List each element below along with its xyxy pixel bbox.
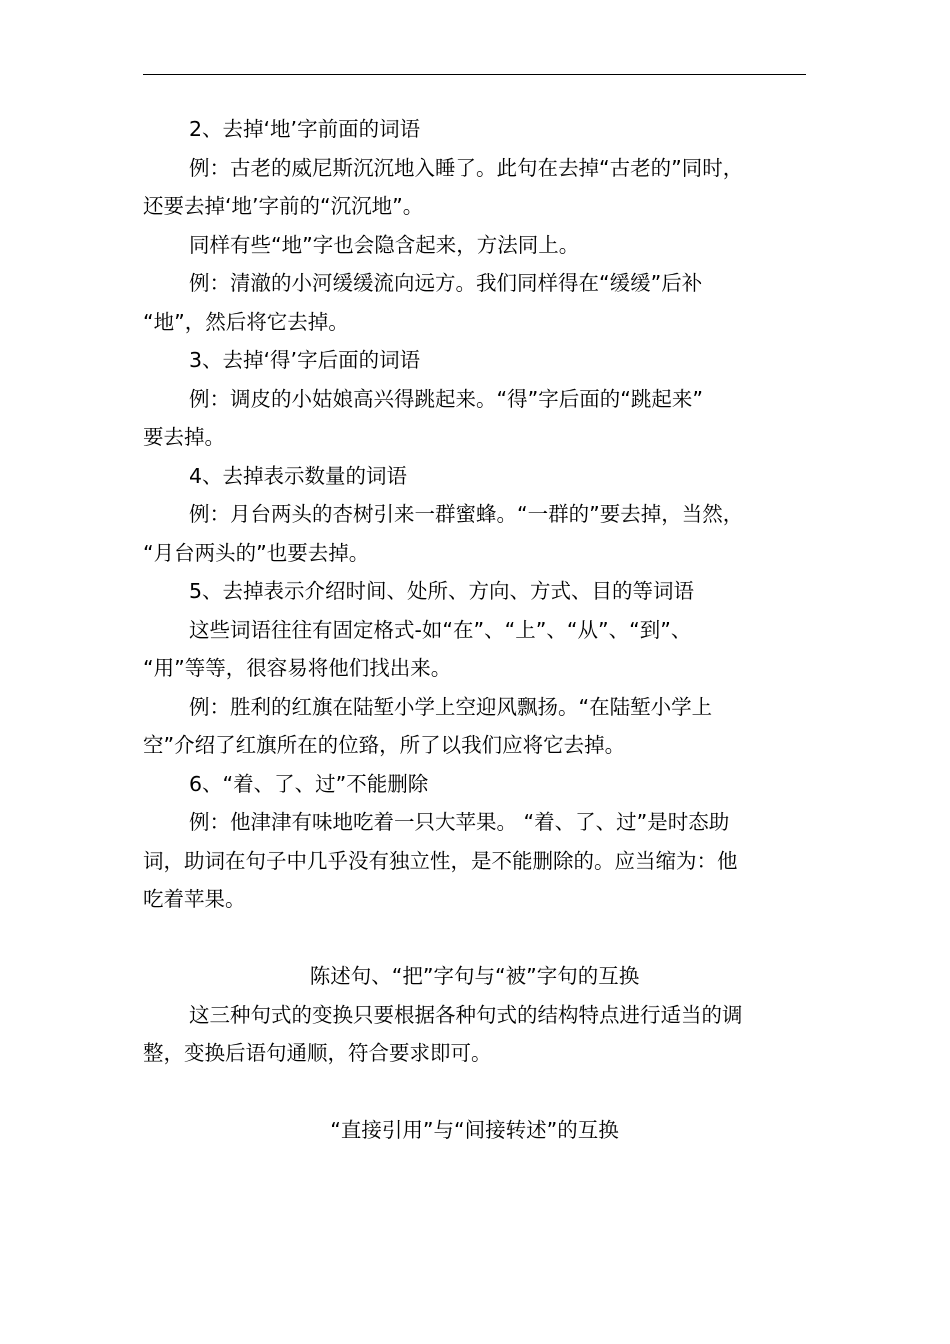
paragraph-line: 例：他津津有味地吃着一只大苹果。 “着、了、过”是时态助 (189, 810, 730, 834)
blank-line (143, 1073, 813, 1112)
paragraph-line: 吃着苹果。 (143, 887, 246, 911)
paragraph-line: 同样有些“地”字也会隐含起来，方法同上。 (189, 232, 580, 257)
paragraph-line: 还要去掉‘地’字前的“沉沉地”。 (143, 194, 424, 218)
heading-remove-before-di: 2、去掉‘地’字前面的词语 (189, 117, 421, 141)
paragraph-line: 例：胜利的红旗在陆堑小学上空迎风飘扬。“在陆堑小学上 (189, 694, 713, 719)
paragraph-line: 这些词语往往有固定格式-如“在”、“上”、“从”、“到”、 (189, 617, 692, 642)
paragraph-line: 这三种句式的变换只要根据各种句式的结构特点进行适当的调 (189, 1002, 743, 1027)
heading-remove-quantity: 4、去掉表示数量的词语 (189, 463, 408, 488)
paragraph-line: 例：月台两头的杏树引来一群蜜蜂。“一群的”要去掉，当然， (189, 502, 744, 526)
heading-remove-after-de: 3、去掉‘得’字后面的词语 (189, 348, 421, 372)
section-title-sentence-conversion: 陈述句、“把”字句与“被”字句的互换 (309, 964, 640, 988)
paragraph-line: 要去掉。 (143, 425, 225, 449)
section-title-quotation-conversion: “直接引用”与“间接转述”的互换 (330, 1118, 619, 1142)
paragraph-line: 例：古老的威尼斯沉沉地入睡了。此句在去掉“古老的”同时， (189, 155, 744, 180)
heading-particles-not-deleted: 6、“着、了、过”不能删除 (189, 771, 429, 796)
document-body (143, 110, 813, 1150)
paragraph-line: 例：清澈的小河缓缓流向远方。我们同样得在“缓缓”后补 (189, 271, 703, 295)
paragraph-line: 整，变换后语句通顺，符合要求即可。 (143, 1041, 492, 1065)
header-rule (143, 74, 806, 75)
paragraph-line: “用”等等，很容易将他们找出来。 (143, 656, 452, 680)
paragraph-line: “地”，然后将它去掉。 (143, 309, 349, 334)
blank-line (143, 919, 813, 958)
heading-remove-prepositional: 5、去掉表示介绍时间、处所、方向、方式、目的等词语 (189, 579, 695, 603)
paragraph-line: 例：调皮的小姑娘高兴得跳起来。“得”字后面的“跳起来” (189, 386, 703, 411)
paragraph-line: 词，助词在句子中几乎没有独立性，是不能删除的。应当缩为：他 (143, 848, 738, 873)
paragraph-line: “月台两头的”也要去掉。 (143, 540, 370, 565)
paragraph-line: 空”介绍了红旗所在的位臵，所了以我们应将它去掉。 (143, 733, 626, 757)
